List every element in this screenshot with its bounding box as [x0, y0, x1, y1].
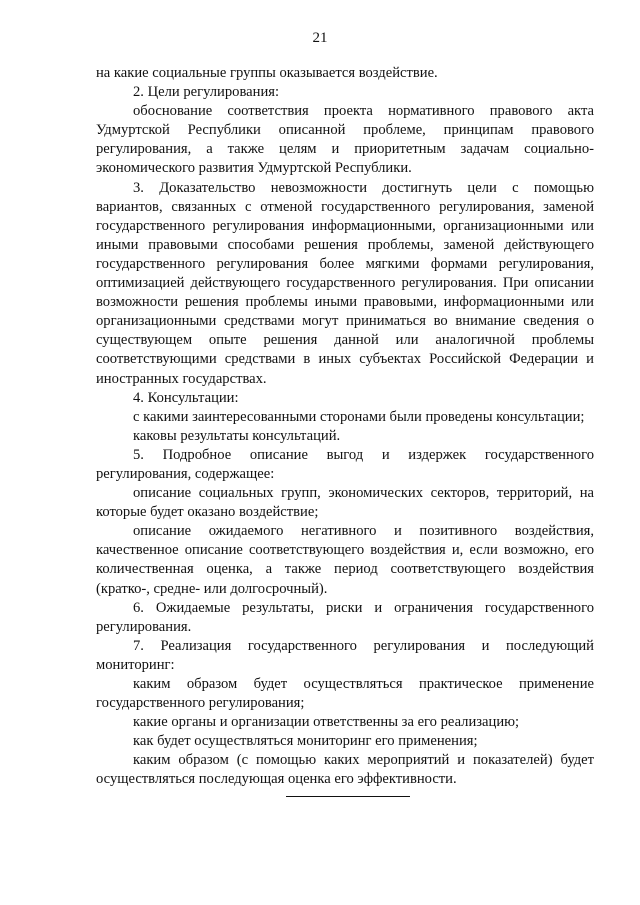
paragraph: каким образом (с помощью каких мероприятий и показателей) будет осуществляться последующая оценка его эффективности.	[96, 752, 594, 788]
paragraph-continuation: на какие социальные группы оказывается воздействие.	[96, 65, 438, 81]
paragraph: описание ожидаемого негативного и позитивного воздействия, качественное описание соответствующего воздействия и, если возможно, его количественная оценка, а также период соответствующего воздействия (кратко-, средне- или долгосрочный).	[96, 523, 594, 597]
paragraph: как будет осуществляться мониторинг его применения;	[133, 733, 478, 750]
document-body	[96, 64, 594, 790]
item-6-paragraph: 6. Ожидаемые результаты, риски и ограничения государственного регулирования.	[96, 599, 594, 635]
paragraph: каким образом будет осуществляться практическое применение государственного регулирования;	[96, 676, 594, 712]
item-2-heading: 2. Цели регулирования:	[133, 84, 280, 101]
page-number: 21	[312, 30, 328, 46]
paragraph: с какими заинтересованными сторонами были проведены консультации;	[133, 408, 585, 425]
paragraph: обоснование соответствия проекта нормативного правового акта Удмуртской Республики описанной проблеме, принципам правового регулирования, а также целям и приоритетным задачам социально-экономического развития Удмуртской Республики.	[96, 103, 594, 177]
paragraph: какие органы и организации ответственны за его реализацию;	[133, 714, 520, 731]
item-7-heading: 7. Реализация государственного регулирования и последующий мониторинг:	[96, 637, 594, 673]
end-divider-line	[286, 796, 410, 797]
item-5-heading: 5. Подробное описание выгод и издержек государственного регулирования, содержащее:	[96, 446, 594, 482]
paragraph: описание социальных групп, экономических секторов, территорий, на которые будет оказано воздействие;	[96, 485, 594, 521]
paragraph: каковы результаты консультаций.	[133, 427, 341, 444]
item-3-paragraph: 3. Доказательство невозможности достигнуть цели с помощью вариантов, связанных с отменой государственного регулирования, заменой государственного регулирования информационными, организационными или иными правовыми способами решения проблемы, заменой действующего государственного регулирования более мягкими формами регулирования, оптимизацией действующего государственного регулирования. При описании возможности решения проблемы иными правовыми, информационными или организационными средствами могут приниматься во внимание сведения о существующем опыте решения данной или аналогичной проблемы соответствующими средствами в иных субъектах Российской Федерации и иностранных государствах.	[96, 179, 594, 387]
item-4-heading: 4. Консультации:	[133, 389, 239, 406]
